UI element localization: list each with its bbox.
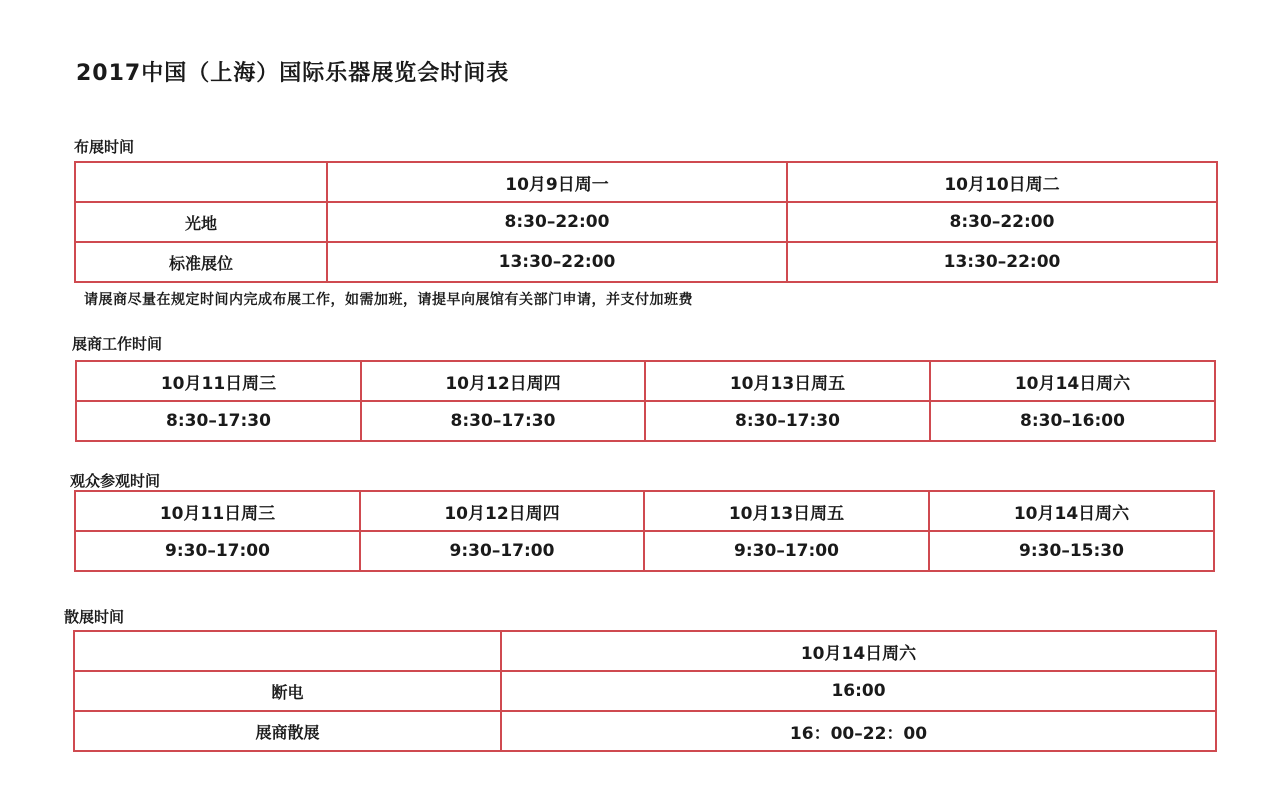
- visitor-time-cell: 9:30–17:00: [644, 531, 929, 571]
- visitor-section-label: 观众参观时间: [70, 472, 161, 490]
- visitor-time-cell: 9:30–15:30: [929, 531, 1214, 571]
- setup-note: 请展商尽量在规定时间内完成布展工作，如需加班，请提早向展馆有关部门申请，并支付加班费: [84, 292, 693, 308]
- setup-time-cell: 8:30–22:00: [327, 202, 787, 242]
- setup-table: [74, 161, 1218, 283]
- setup-section-label: 布展时间: [74, 138, 135, 156]
- setup-date-header: 10月9日周一: [327, 162, 787, 202]
- empty-header-cell: [74, 631, 501, 671]
- exhibitor-date-header: 10月13日周五: [645, 361, 930, 401]
- dismantle-time-cell: 16：00–22：00: [501, 711, 1216, 751]
- setup-date-header: 10月10日周二: [787, 162, 1217, 202]
- setup-time-cell: 8:30–22:00: [787, 202, 1217, 242]
- exhibitor-time-cell: 8:30–16:00: [930, 401, 1215, 441]
- exhibitor-date-header: 10月11日周三: [76, 361, 361, 401]
- dismantle-table: [73, 630, 1217, 752]
- visitor-table: [74, 490, 1215, 572]
- exhibitor-section-label: 展商工作时间: [72, 335, 163, 353]
- setup-time-cell: 13:30–22:00: [327, 242, 787, 282]
- dismantle-time-cell: 16:00: [501, 671, 1216, 711]
- visitor-time-cell: 9:30–17:00: [75, 531, 360, 571]
- page-title: 2017中国（上海）国际乐器展览会时间表: [76, 61, 510, 86]
- setup-time-cell: 13:30–22:00: [787, 242, 1217, 282]
- visitor-date-header: 10月11日周三: [75, 491, 360, 531]
- exhibitor-time-cell: 8:30–17:30: [645, 401, 930, 441]
- dismantle-section-label: 散展时间: [64, 608, 125, 626]
- exhibitor-date-header: 10月12日周四: [361, 361, 645, 401]
- visitor-date-header: 10月14日周六: [929, 491, 1214, 531]
- exhibitor-time-cell: 8:30–17:30: [76, 401, 361, 441]
- exhibitor-time-cell: 8:30–17:30: [361, 401, 645, 441]
- visitor-date-header: 10月13日周五: [644, 491, 929, 531]
- empty-header-cell: [75, 162, 327, 202]
- dismantle-row-label: 断电: [74, 671, 501, 711]
- dismantle-row-label: 展商散展: [74, 711, 501, 751]
- exhibitor-date-header: 10月14日周六: [930, 361, 1215, 401]
- setup-row-label: 光地: [75, 202, 327, 242]
- setup-row-label: 标准展位: [75, 242, 327, 282]
- dismantle-date-header: 10月14日周六: [501, 631, 1216, 671]
- visitor-date-header: 10月12日周四: [360, 491, 644, 531]
- visitor-time-cell: 9:30–17:00: [360, 531, 644, 571]
- exhibitor-table: [75, 360, 1216, 442]
